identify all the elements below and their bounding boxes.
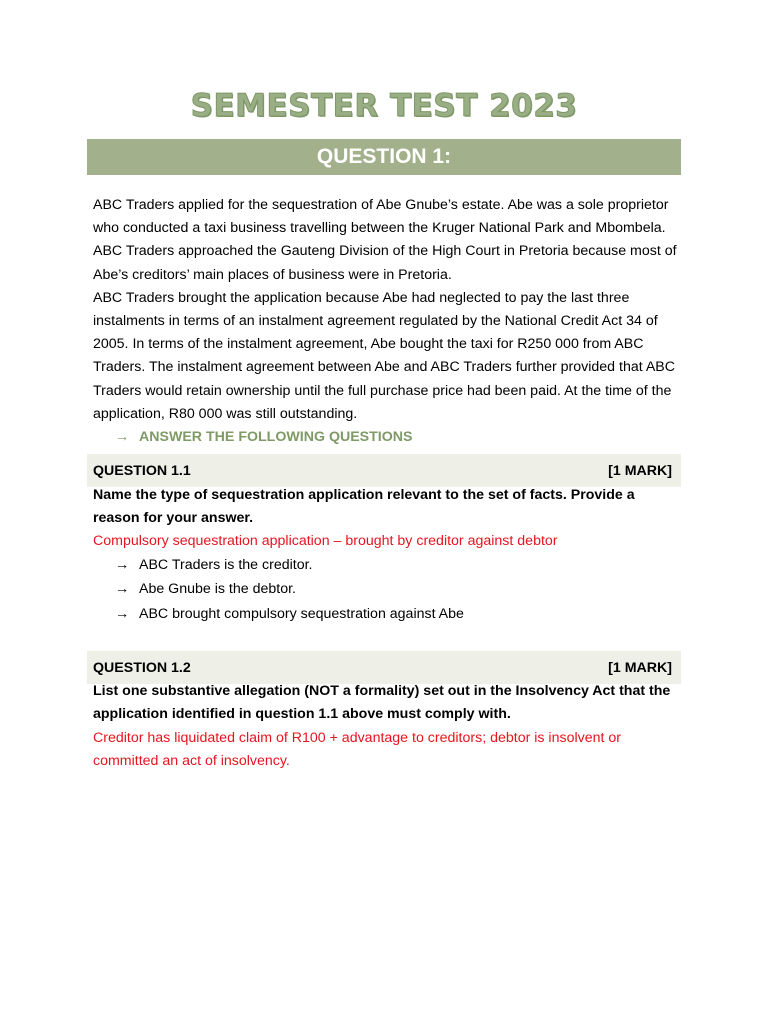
question-1-2-marks: [1 MARK] [608,659,672,676]
directive-text: ANSWER THE FOLLOWING QUESTIONS [139,429,413,445]
question-1-1-marks: [1 MARK] [608,462,672,479]
arrow-icon: → [115,557,130,573]
question-1-1-answer: Compulsory sequestration application – brought by creditor against debtor [93,533,558,549]
list-item-text: ABC Traders is the creditor. [139,557,313,573]
facts-paragraph-2: ABC Traders brought the application because Abe had neglected to pay the last three instalments in terms of an instalment agreement regulated by the National Credit Act 34 of 2005. In terms of the instalment agreement, Abe bought the taxi for R250 000 from ABC Traders. The instalment agreement between Abe and ABC Traders further provided that ABC Traders would retain ownership until the full purchase price had been paid. At the time of the application, R80 000 was still outstanding. [93,289,676,422]
question-1-2-prompt: List one substantive allegation (NOT a formality) set out in the Insolvency Act that the application identified in question 1.1 above must comply with. [93,683,671,723]
question-1-2-answer: Creditor has liquidated claim of R100 + advantage to creditors; debtor is insolvent or committed an act of insolvency. [93,730,621,770]
list-item-text: Abe Gnube is the debtor. [139,581,296,598]
question-1-2-label: QUESTION 1.2 [93,659,191,676]
arrow-icon: → [115,581,130,598]
facts-paragraph [93,194,683,426]
arrow-icon: → [115,429,130,445]
question-heading: QUESTION 1: [316,145,452,168]
facts-paragraph-1: ABC Traders applied for the sequestration of Abe Gnube’s estate. Abe was a sole proprietor who conducted a taxi business travelling between the Kruger National Park and Mbombela. ABC Traders approached the Gauteng Division of the High Court in Pretoria because most of Abe’s creditors’ main places of business were in Pretoria. [93,197,677,283]
question-1-1-bullets [115,553,464,626]
page-title: SEMESTER TEST 2023 [190,88,578,124]
list-item [115,602,464,626]
question-1-1-bar [87,454,681,487]
list-item-text: ABC brought compulsory sequestration against Abe [139,605,464,622]
question-1-1-label: QUESTION 1.1 [93,462,191,479]
question-1-1-prompt: Name the type of sequestration application relevant to the set of facts. Provide a reason for your answer. [93,487,635,527]
directive [115,426,413,449]
list-item [115,553,464,577]
question-heading-banner [87,139,681,175]
arrow-icon: → [115,605,130,622]
list-item [115,577,464,601]
